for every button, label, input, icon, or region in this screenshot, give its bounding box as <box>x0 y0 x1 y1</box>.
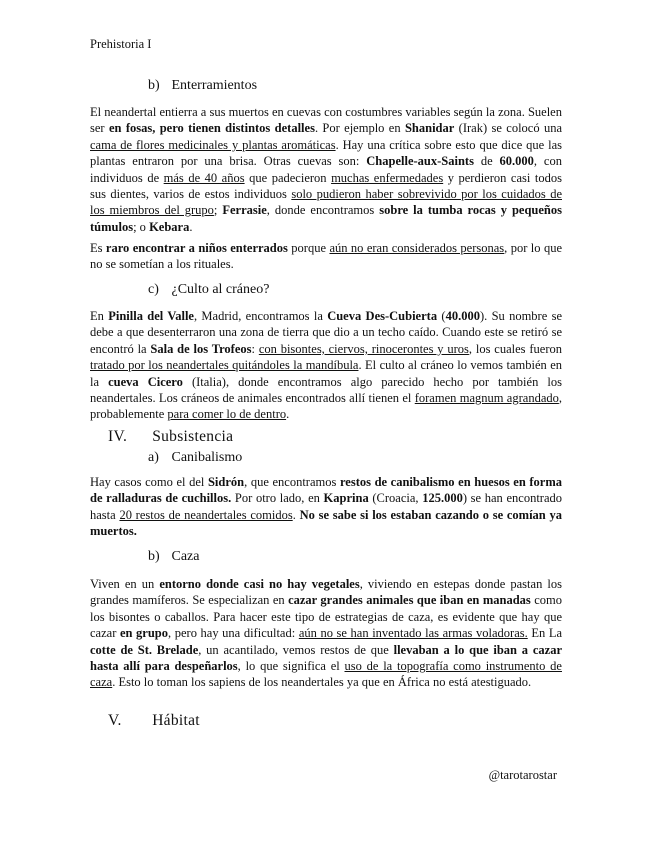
text-run: , un acantilado, vemos restos de que <box>198 642 394 657</box>
page-header: Prehistoria I <box>90 37 152 51</box>
bold-text: en fosas, pero tienen distintos detalles <box>108 121 315 136</box>
text-run: , los cuales fueron <box>468 341 562 356</box>
subheading-culto <box>148 282 269 298</box>
bold-text: Chapelle-aux-Saints <box>366 154 474 169</box>
underlined-text: más de 40 años <box>163 170 245 185</box>
text-run: que padecieron <box>244 170 332 185</box>
text-run: . Esto lo toman los sapiens de los neandertales ya que en África no está atestiguado. <box>112 675 532 690</box>
text-run: (Croacia, <box>368 491 423 506</box>
text-run: En La <box>527 626 563 641</box>
bold-text: cazar grandes animales que iban en manadas <box>288 593 531 608</box>
section-heading-habitat <box>108 712 200 730</box>
text-run: como los bisontes o caballos. Para hacer este tipo de estrategias de caza, es evidente que hay que cazar <box>90 593 562 641</box>
text-run: , probablemente <box>90 391 562 422</box>
text-run: . El culto al cráneo lo vemos también en la <box>90 358 562 389</box>
text-run: ). Su nombre se debe a que desenterraron una zona de tierra que dio a un techo caído. Cuando este se retiró se encontró la <box>90 309 563 356</box>
text-run: Viven en un <box>90 577 160 591</box>
text-run: . <box>292 507 300 522</box>
text-run: , lo que significa el <box>237 659 345 674</box>
subheading-label: b) <box>148 549 160 564</box>
subheading-label: c) <box>148 282 159 297</box>
paragraph-culto-1 <box>90 308 562 423</box>
subheading-title: ¿Culto al cráneo? <box>171 282 270 297</box>
underlined-text: solo pudieron haber sobrevivido por los cuidados de los miembros del grupo <box>90 187 562 218</box>
subheading-label: a) <box>148 450 159 465</box>
text-run: ; o <box>133 219 150 234</box>
bold-text: 40.000 <box>445 309 480 323</box>
text-run: , Madrid, encontramos la <box>193 309 328 323</box>
text-run: , viviendo en estepas donde pastan los grandes mamíferos. Se especializan en <box>90 577 562 608</box>
text-run: . Hay una crítica sobre esto que dice que las plantas entraron por una brisa. Otras cuevas son: <box>90 137 562 169</box>
text-run: Es <box>90 241 106 255</box>
subheading-enterramientos <box>148 78 257 94</box>
underlined-text: muchas enfermedades <box>331 170 444 185</box>
text-run: . Por ejemplo en <box>314 121 405 136</box>
text-run: ) se han encontrado hasta <box>90 491 562 522</box>
text-run: , por lo que no se sometían a los rituales. <box>90 241 562 272</box>
underlined-text: uso de la topografía como instrumento de caza <box>90 659 562 690</box>
text-run: Por otro lado, en <box>231 491 324 506</box>
paragraph-enterramientos-1 <box>90 104 562 235</box>
text-run: , con individuos de <box>90 154 562 185</box>
text-run: , pero hay una dificultad: <box>168 626 299 641</box>
bold-text: sobre la tumba rocas y pequeños túmulos <box>90 203 562 234</box>
section-title: Subsistencia <box>152 428 234 445</box>
text-run: (Italia), donde encontramos algo parecido hecho por también los neandertales. Los cráneos de animales encontrados allí tienen el <box>90 374 562 406</box>
bold-text: Sidrón <box>207 475 245 489</box>
bold-text: 60.000 <box>499 154 534 169</box>
underlined-text: aún no se han inventado las armas voladoras. <box>298 626 528 641</box>
text-run: En <box>90 309 109 323</box>
bold-text: Pinilla del Valle <box>108 309 194 323</box>
text-run: , que encontramos <box>244 475 340 489</box>
bold-text: 125.000 <box>422 491 463 506</box>
bold-text: Sala de los Trofeos <box>150 341 252 356</box>
text-run: . <box>286 407 290 422</box>
text-run: (Irak) se colocó una <box>454 121 563 136</box>
text-run: : <box>251 341 259 356</box>
subheading-title: Caza <box>171 549 200 564</box>
text-run: y perdieron casi todos sus dientes, varios de estos individuos <box>90 170 562 202</box>
paragraph-canibalismo-1 <box>90 474 562 540</box>
paragraph-caza-1 <box>90 576 562 691</box>
text-run: porque <box>287 241 330 255</box>
underlined-text: tratado por los neandertales quitándoles la mandíbula <box>90 358 359 373</box>
underlined-text: 20 restos de neandertales comidos <box>119 507 293 522</box>
text-run: Hay casos como el del <box>90 475 208 489</box>
bold-text: cueva Cicero <box>108 374 183 389</box>
bold-text: No se sabe si los estaban cazando o se comían ya muertos. <box>90 507 563 539</box>
page-footer-handle: @tarotarostar <box>488 768 557 782</box>
bold-text: llevaban a lo que iban a cazar hasta allí para despeñarlos <box>90 642 563 674</box>
subheading-label: b) <box>148 78 160 93</box>
subheading-canibalismo <box>148 450 242 466</box>
underlined-text: foramen magnum agrandado <box>414 391 559 406</box>
section-number: IV. <box>108 428 128 445</box>
section-number: V. <box>108 712 122 729</box>
bold-text: Kebara <box>149 219 190 234</box>
text-run: , donde encontramos <box>266 203 380 218</box>
subheading-title: Enterramientos <box>171 78 258 93</box>
text-run: de <box>473 154 500 169</box>
section-heading-subsistencia <box>108 428 233 446</box>
underlined-text: cama de flores medicinales y plantas aromáticas <box>90 137 336 152</box>
bold-text: entorno donde casi no hay vegetales <box>159 577 360 591</box>
bold-text: Cueva Des-Cubierta <box>327 309 438 323</box>
bold-text: Ferrasie <box>222 203 267 218</box>
text-run: . <box>189 219 193 234</box>
underlined-text: para comer lo de dentro <box>167 407 287 422</box>
bold-text: raro encontrar a niños enterrados <box>105 241 288 255</box>
underlined-text: aún no eran considerados personas <box>329 241 505 255</box>
bold-text: Kaprina <box>323 491 369 506</box>
subheading-caza <box>148 549 199 565</box>
subheading-title: Canibalismo <box>171 450 243 465</box>
underlined-text: con bisontes, ciervos, rinocerontes y uros <box>258 341 469 356</box>
paragraph-enterramientos-2 <box>90 240 562 273</box>
bold-text: cotte de St. Brelade <box>90 642 199 657</box>
text-run: ( <box>437 309 446 323</box>
bold-text: en grupo <box>119 626 169 641</box>
bold-text: restos de canibalismo en huesos en forma de ralladuras de cuchillos. <box>90 475 563 506</box>
text-run: ; <box>213 203 223 218</box>
bold-text: Shanidar <box>404 121 455 136</box>
text-run: El neandertal entierra a sus muertos en cuevas con costumbres variables según la zona. Suelen ser <box>90 105 562 136</box>
section-title: Hábitat <box>152 712 200 729</box>
